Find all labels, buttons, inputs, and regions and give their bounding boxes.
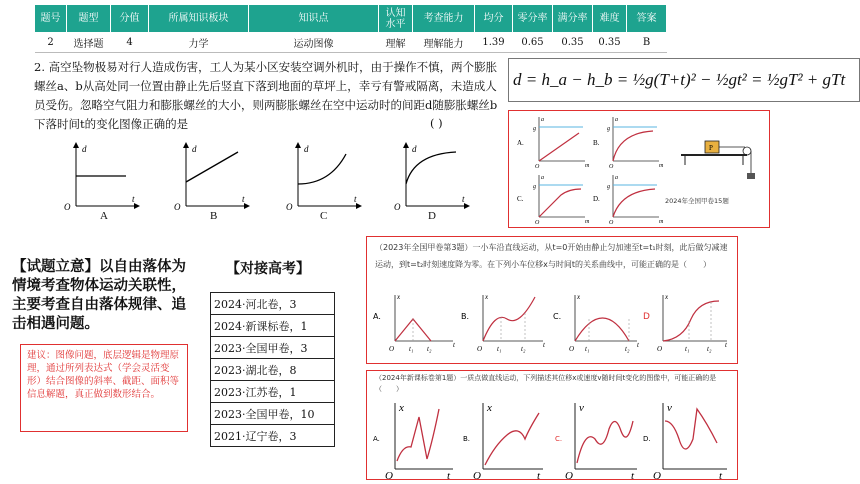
jia-graph-d [593,175,664,226]
axis-x-label: x [397,293,401,301]
axis-o-label: O [609,220,614,226]
t1-label: t₁ [409,345,414,353]
origin-label: O [394,202,401,212]
t1-label: t₁ [685,345,690,353]
header-cell: 分值 [111,5,149,33]
stats-data-row [35,33,667,53]
list-item [211,425,335,447]
stats-header-row [35,5,667,33]
q2023-graph-a [373,293,456,353]
axis-t-label: t [132,194,135,204]
q2023-graphs [367,289,736,361]
axis-a-label: a [615,175,618,181]
axis-t-label: t [725,341,727,349]
axis-m-label: m [659,163,664,169]
block-label: P [709,144,713,152]
q2024-option-a: A. [373,435,380,443]
origin-label: O [569,345,575,353]
formula-box [508,58,860,102]
axis-d-label: d [82,144,87,154]
axis-g-label: g [533,184,536,190]
t2-label: t₂ [427,345,432,353]
axis-g-label: g [533,126,536,132]
list-item [211,293,335,315]
option-b-graph [172,140,252,212]
axis-t-label: t [447,470,451,479]
data-cell: 理解 [379,33,413,53]
q2023-text: （2023年全国甲卷第3题）一小车沿直线运动，从t=0开始由静止匀加速至t=t₁时刻，此后做匀减速运动，到t=t₂时刻速度降为零。在下列小车位移x与时间t的关系曲线中，可能正确的是（ ） [375,243,728,269]
origin-label: O [64,202,71,212]
advice-box: 建议：图像问题，底层逻辑是物理原理，通过所列表达式（学会灵活变形）结合图像的斜率、截距、面积等信息解题，真正做到数形结合。 [20,344,188,432]
option-a-graph [62,140,142,212]
q2024-graph-d [643,402,727,479]
question-2023-jia-3 [366,236,738,364]
header-cell: 认知水平 [379,5,413,33]
data-cell: B [627,33,667,53]
q2023-graph-c [553,293,640,353]
axis-m-label: m [585,219,590,225]
option-c-graph [284,140,364,212]
q2024-graphs [367,399,736,479]
figure-caption: 2024年全国甲卷15题 [665,197,729,205]
figure-2024-jia [508,110,770,228]
q2024-option-c: C. [555,435,563,443]
option-c-label: C [320,210,328,222]
q2023-graph-d [643,293,728,353]
axis-d-label: d [412,144,417,154]
q2023-graph-b [461,293,546,353]
jia-graph-b [593,117,664,170]
t2-label: t₂ [625,345,630,353]
question-2024-xinkebiao-1 [366,370,738,480]
header-cell: 答案 [627,5,667,33]
data-cell: 理解能力 [413,33,475,53]
header-cell: 知识点 [249,5,379,33]
exam-item: 2024·河北卷，3 [211,293,335,315]
axis-t-label: t [462,194,465,204]
t1-label: t₁ [497,345,502,353]
q2024-option-b: B. [463,435,471,443]
label-d: D. [593,195,600,203]
header-cell: 满分率 [553,5,593,33]
axis-m-label: m [585,163,590,169]
data-cell: 力学 [149,33,249,53]
header-cell: 难度 [593,5,627,33]
axis-a-label: a [541,117,544,123]
axis-o-label: O [609,164,614,170]
pulley-apparatus [681,141,755,179]
list-item [211,315,335,337]
origin-label: O [174,202,181,212]
axis-g-label: g [607,126,610,132]
axis-x-label: x [485,293,489,301]
data-cell: 0.35 [593,33,627,53]
data-cell: 4 [111,33,149,53]
t1-label: t₁ [585,345,590,353]
question-text: 2. 高空坠物极易对行人造成伤害，工人为某小区安装空调外机时，由于操作不慎，两个膨胀螺丝a、b从高处同一位置由静止先后竖直下落到地面的草坪上，幸亏有警戒隔离，未造成人员受伤。忽略空气阻力和膨胀螺丝的大小，则两膨胀螺丝在空中运动时的间距d随膨胀螺丝b下落时间t的变化图像正确的是 [34,60,498,131]
exam-item: 2024·新课标卷，1 [211,315,335,337]
label-c: C. [517,195,524,203]
jia-graph-c [517,175,590,226]
axis-v-label: v [579,402,584,414]
axis-t-label: t [537,470,541,479]
axis-x-label: x [487,402,492,414]
data-cell: 选择题 [67,33,111,53]
q2024-graph-a [373,402,453,479]
axis-t-label: t [637,341,639,349]
origin-label: O [286,202,293,212]
data-cell: 1.39 [475,33,513,53]
q2024-graph-c [555,402,637,479]
jia-graph-a [517,117,590,170]
axis-m-label: m [659,219,664,225]
axis-t-label: t [242,194,245,204]
origin-label: O [565,470,573,479]
header-cell: 考查能力 [413,5,475,33]
header-cell: 所属知识板块 [149,5,249,33]
label-a: A. [517,139,524,147]
q2024-graph-b [463,402,543,479]
exam-item: 2023·全国甲卷，10 [211,403,335,425]
q2024-option-d: D. [643,435,651,443]
header-cell: 题号 [35,5,67,33]
answer-parentheses: ( ) [430,116,443,130]
data-cell: 运动图像 [249,33,379,53]
header-cell: 题型 [67,5,111,33]
origin-label: O [385,470,393,479]
exam-item: 2023·江苏卷，1 [211,381,335,403]
list-item [211,381,335,403]
q2023-option-a: A. [373,312,381,321]
exam-item: 2021·辽宁卷，3 [211,425,335,447]
axis-t-label: t [719,470,723,479]
exam-item: 2023·全国甲卷，3 [211,337,335,359]
axis-t-label: t [543,341,545,349]
axis-o-label: O [535,164,540,170]
header-cell: 均分 [475,5,513,33]
option-d-label: D [428,210,436,222]
header-cell: 零分率 [513,5,553,33]
option-a-label: A [100,210,108,222]
axis-a-label: a [615,117,618,123]
stats-table [34,4,667,53]
axis-t-label: t [453,341,455,349]
data-cell: 0.65 [513,33,553,53]
origin-label: O [477,345,483,353]
origin-label: O [389,345,395,353]
option-d-graph [392,140,472,212]
data-cell: 2 [35,33,67,53]
data-cell: 0.35 [553,33,593,53]
origin-label: O [653,470,661,479]
axis-a-label: a [541,175,544,181]
q2023-option-d: D [643,312,650,322]
figure-2024-jia-graphs [509,111,768,226]
axis-d-label: d [192,144,197,154]
axis-v-label: v [667,402,672,414]
axis-d-label: d [304,144,309,154]
intent-text: 【试题立意】以自由落体为情境考查物体运动关联性，主要考查自由落体规律、追击相遇问题。 [12,259,186,332]
origin-label: O [473,470,481,479]
q2023-option-c: C. [553,312,562,321]
axis-g-label: g [607,184,610,190]
axis-x-label: x [665,293,669,301]
q2023-option-b: B. [461,312,470,321]
option-b-label: B [210,210,218,222]
axis-t-label: t [354,194,357,204]
list-item [211,359,335,381]
list-item [211,337,335,359]
exam-item: 2023·湖北卷，8 [211,359,335,381]
t2-label: t₂ [707,345,712,353]
list-item [211,403,335,425]
axis-x-label: x [399,402,404,414]
q2024-text: （2024年新课标卷第1题）一质点做直线运动，下列描述其位移x或速度v随时间t变化的图像中，可能正确的是（ ） [375,374,717,393]
origin-label: O [657,345,663,353]
t2-label: t₂ [521,345,526,353]
axis-x-label: x [577,293,581,301]
axis-t-label: t [631,470,635,479]
exam-link-title: 【对接高考】 [226,261,310,277]
label-b: B. [593,139,600,147]
exam-link-list [210,292,335,447]
formula-text: d = h_a − h_b = ½g(T+t)² − ½gt² = ½gT² + gTt [513,70,846,89]
axis-o-label: O [535,220,540,226]
